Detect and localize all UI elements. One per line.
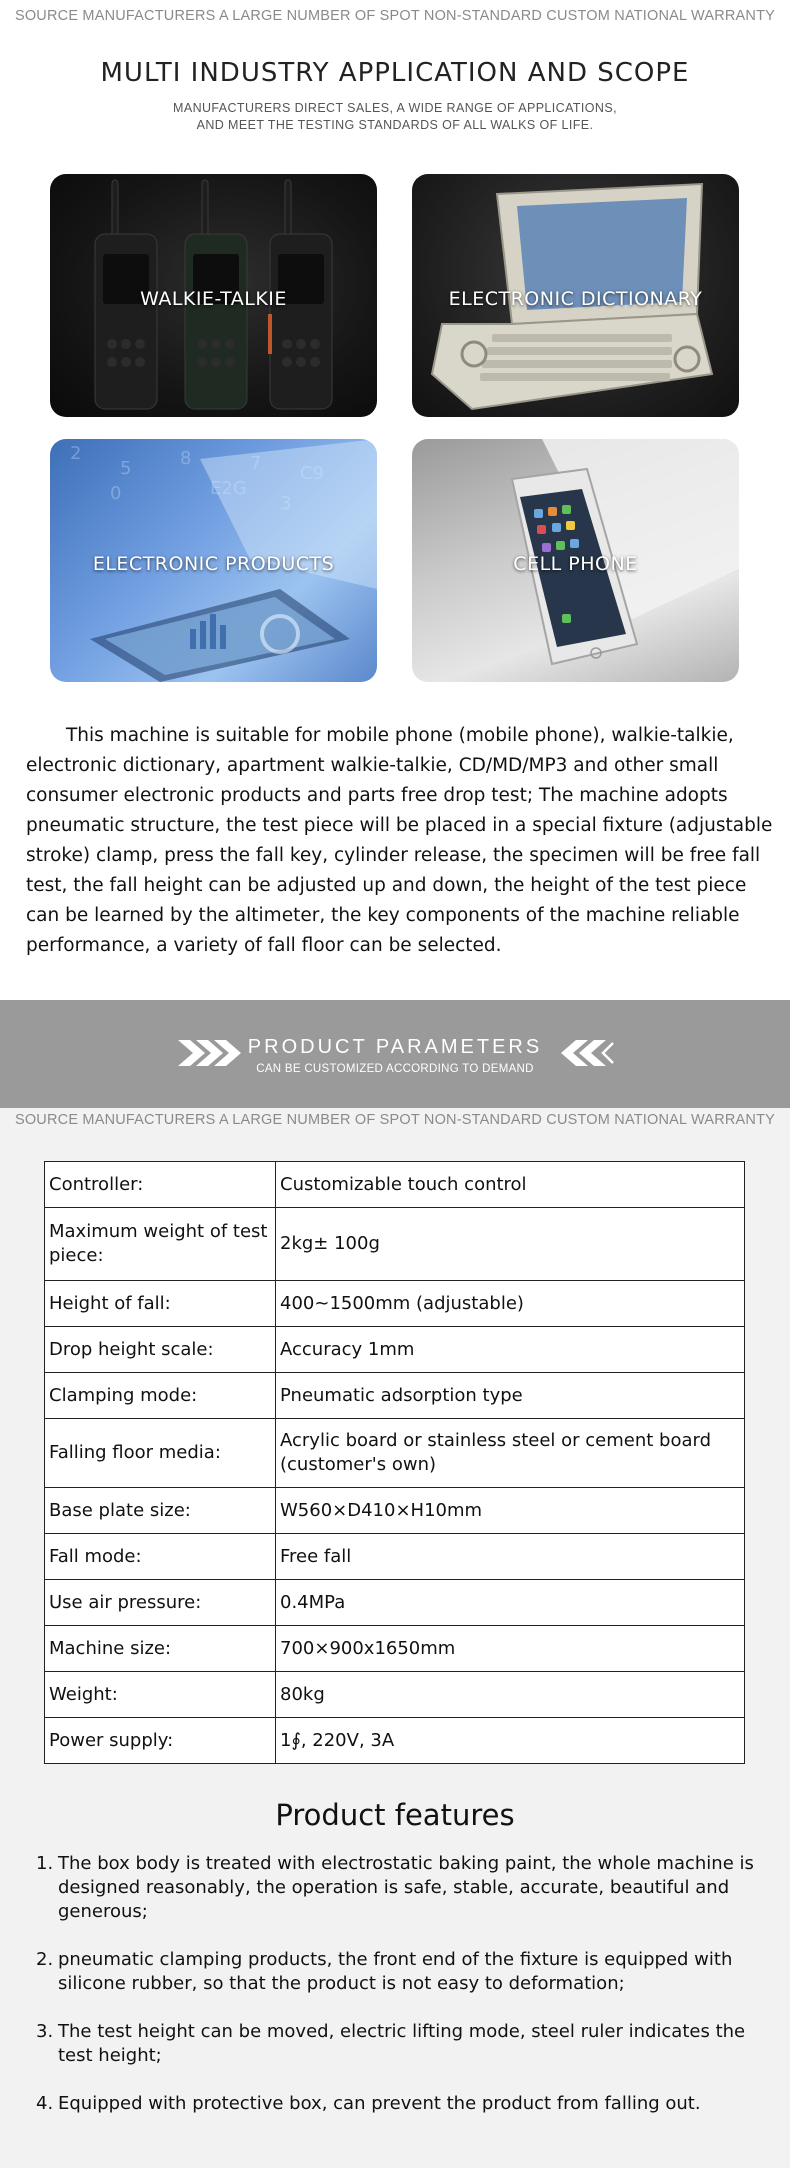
tile-label-electronic-products: ELECTRONIC PRODUCTS <box>92 553 335 575</box>
list-item-number: 4. <box>36 2093 54 2114</box>
table-row <box>45 1580 745 1626</box>
svg-text:2: 2 <box>70 443 82 464</box>
table-row <box>45 1419 745 1488</box>
param-value: Free fall <box>276 1534 745 1580</box>
param-value: Customizable touch control <box>276 1162 745 1208</box>
list-item-text: The box body is treated with electrostatic baking paint, the whole machine is designed reasonably, the operation is safe, stable, accurate, beautiful and generous; <box>58 1853 754 1922</box>
svg-text:7: 7 <box>250 453 262 474</box>
list-item-text: The test height can be moved, electric lifting mode, steel ruler indicates the test height; <box>58 2021 746 2066</box>
param-value: W560×D410×H10mm <box>276 1488 745 1534</box>
list-item <box>36 1852 762 1924</box>
param-key: Use air pressure: <box>45 1580 276 1626</box>
param-key: Power supply: <box>45 1718 276 1764</box>
param-key: Clamping mode: <box>45 1373 276 1419</box>
param-value: Pneumatic adsorption type <box>276 1373 745 1419</box>
svg-text:5: 5 <box>120 458 132 479</box>
application-subtitle <box>0 100 790 134</box>
application-title: MULTI INDUSTRY APPLICATION AND SCOPE <box>100 58 690 88</box>
list-item <box>36 1948 762 1996</box>
list-item <box>36 2020 762 2068</box>
param-value: Accuracy 1mm <box>276 1327 745 1373</box>
list-item-number: 2. <box>36 1949 54 1970</box>
svg-text:0: 0 <box>110 483 122 504</box>
intro-paragraph: This machine is suitable for mobile phone (mobile phone), walkie-talkie, electronic dictionary, apartment walkie-talkie, CD/MD/MP3 and other small consumer electronic products and parts free drop test; The machine adopts pneumatic structure, the test piece will be placed in a special fixture (adjustable stroke) clamp, press the fall key, cylinder release, the specimen will be free fall test, the fall height can be adjusted up and down, the height of the test piece can be learned by the altimeter, the key components of the machine reliable performance, a variety of fall floor can be selected. <box>26 725 773 956</box>
mid-banner: SOURCE MANUFACTURERS A LARGE NUMBER OF SPOT NON-STANDARD CUSTOM NATIONAL WARRANTY <box>14 1112 776 1128</box>
top-banner: SOURCE MANUFACTURERS A LARGE NUMBER OF SPOT NON-STANDARD CUSTOM NATIONAL WARRANTY <box>14 8 776 24</box>
tile-label-electronic-dictionary: ELECTRONIC DICTIONARY <box>448 288 703 310</box>
table-row <box>45 1626 745 1672</box>
param-value: Acrylic board or stainless steel or cement board (customer's own) <box>276 1419 745 1488</box>
table-row <box>45 1208 745 1281</box>
tile-electronic-products <box>50 439 377 682</box>
table-row <box>45 1534 745 1580</box>
application-subtitle-line2: AND MEET THE TESTING STANDARDS OF ALL WALKS OF LIFE. <box>196 118 594 132</box>
table-row <box>45 1373 745 1419</box>
param-value: 0.4MPa <box>276 1580 745 1626</box>
table-row <box>45 1162 745 1208</box>
list-item-text: Equipped with protective box, can prevent the product from falling out. <box>58 2093 701 2114</box>
parameters-table <box>44 1161 745 1764</box>
tile-walkie-talkie <box>50 174 377 417</box>
bottom-section <box>0 1108 790 2168</box>
param-value: 2kg± 100g <box>276 1208 745 1281</box>
tile-cell-phone <box>412 439 739 682</box>
list-item-number: 3. <box>36 2021 54 2042</box>
list-item-number: 1. <box>36 1853 54 1874</box>
svg-text:C9: C9 <box>300 463 325 484</box>
table-row <box>45 1488 745 1534</box>
parameters-band <box>0 1000 790 1108</box>
list-item <box>36 2092 762 2116</box>
param-key: Base plate size: <box>45 1488 276 1534</box>
param-key: Falling floor media: <box>45 1419 276 1488</box>
param-value: 700×900x1650mm <box>276 1626 745 1672</box>
parameters-title: PRODUCT PARAMETERS <box>247 1036 543 1058</box>
list-item-text: pneumatic clamping products, the front end of the fixture is equipped with silicone rubber, so that the product is not easy to deformation; <box>58 1949 733 1994</box>
tile-electronic-dictionary <box>412 174 739 417</box>
svg-text:E2G: E2G <box>210 478 247 499</box>
param-key: Maximum weight of test piece: <box>45 1208 276 1281</box>
table-row <box>45 1672 745 1718</box>
parameters-subtitle: CAN BE CUSTOMIZED ACCORDING TO DEMAND <box>256 1063 534 1075</box>
application-subtitle-line1: MANUFACTURERS DIRECT SALES, A WIDE RANGE OF APPLICATIONS, <box>173 101 617 115</box>
param-key: Fall mode: <box>45 1534 276 1580</box>
param-value: 1∮, 220V, 3A <box>276 1718 745 1764</box>
svg-text:3: 3 <box>280 493 292 514</box>
param-key: Height of fall: <box>45 1281 276 1327</box>
table-row <box>45 1718 745 1764</box>
features-list <box>36 1852 762 2140</box>
features-title: Product features <box>275 1798 515 1832</box>
param-value: 80kg <box>276 1672 745 1718</box>
param-key: Weight: <box>45 1672 276 1718</box>
tile-label-walkie-talkie: WALKIE-TALKIE <box>140 288 287 310</box>
table-row <box>45 1281 745 1327</box>
param-key: Machine size: <box>45 1626 276 1672</box>
svg-text:8: 8 <box>180 448 192 469</box>
param-key: Drop height scale: <box>45 1327 276 1373</box>
tile-label-cell-phone: CELL PHONE <box>513 553 638 575</box>
table-row <box>45 1327 745 1373</box>
param-value: 400~1500mm (adjustable) <box>276 1281 745 1327</box>
param-key: Controller: <box>45 1162 276 1208</box>
